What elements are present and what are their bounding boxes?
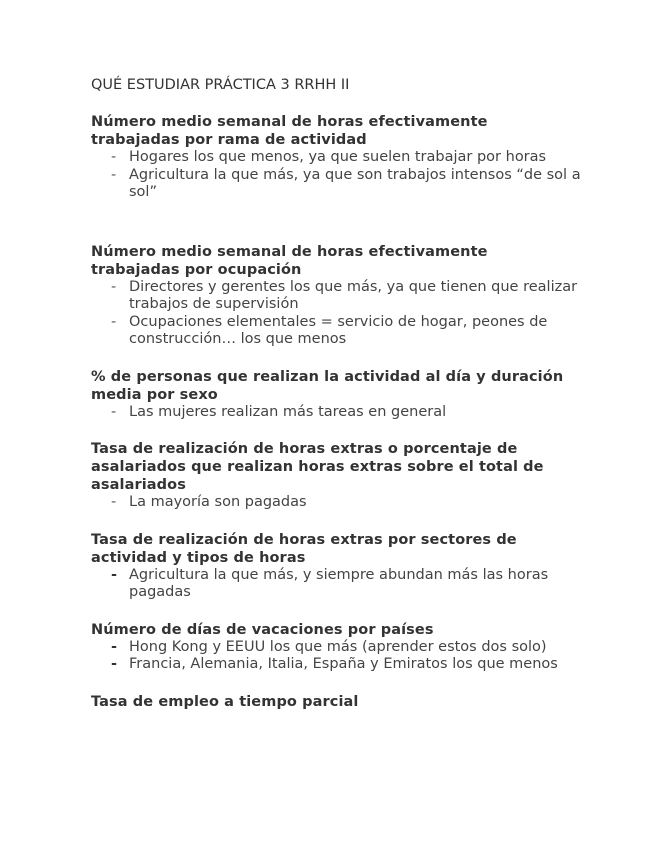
section-heading: Número medio semanal de horas efectivamente trabajadas por rama de actividad — [91, 114, 488, 148]
list-item — [91, 167, 581, 202]
list-item — [91, 656, 581, 674]
list-item-text: Las mujeres realizan más tareas en general — [129, 403, 447, 420]
spacer — [91, 602, 581, 621]
section-horas-rama-actividad — [91, 113, 581, 202]
list-item-text: Hong Kong y EEUU los que más (aprender estos dos solo) — [129, 638, 547, 655]
list-item — [91, 279, 581, 314]
spacer — [91, 421, 581, 440]
list-item-text: Agricultura la que más, ya que son trabajos intensos “de sol a sol” — [129, 166, 581, 200]
section-empleo-tiempo-parcial — [91, 693, 581, 711]
list-item — [91, 494, 581, 512]
section-heading: Tasa de realización de horas extras o porcentaje de asalariados que realizan horas extras sobre el total de asalariados — [91, 441, 544, 493]
dash-bullet-icon: - — [111, 149, 117, 165]
list-item — [91, 567, 581, 602]
list-item-text: Agricultura la que más, y siempre abundan más las horas pagadas — [129, 566, 549, 600]
section-horas-extras-sectores — [91, 531, 581, 602]
list-item — [91, 404, 581, 422]
list-item-text: Francia, Alemania, Italia, España y Emiratos los que menos — [129, 656, 558, 672]
section-heading: Tasa de realización de horas extras por sectores de actividad y tipos de horas — [91, 531, 517, 566]
bullet-list — [91, 639, 581, 674]
section-vacaciones-paises — [91, 621, 581, 674]
bullet-list — [91, 149, 581, 202]
dash-bullet-icon: - — [111, 638, 118, 655]
document-page — [91, 76, 581, 711]
section-heading: Tasa de empleo a tiempo parcial — [91, 693, 359, 710]
spacer — [91, 349, 581, 368]
section-actividad-por-sexo — [91, 368, 581, 422]
list-item — [91, 149, 581, 167]
spacer — [91, 512, 581, 531]
dash-bullet-icon: - — [111, 166, 117, 183]
list-item-text: La mayoría son pagadas — [129, 494, 307, 510]
dash-bullet-icon: - — [111, 403, 117, 420]
dash-bullet-icon: - — [111, 656, 118, 672]
dash-bullet-icon: - — [111, 278, 117, 295]
section-heading: Número medio semanal de horas efectivamente trabajadas por ocupación — [91, 243, 488, 278]
spacer — [91, 202, 581, 243]
dash-bullet-icon: - — [111, 313, 117, 330]
list-item-text: Directores y gerentes los que más, ya que tienen que realizar trabajos de supervisión — [129, 278, 578, 312]
dash-bullet-icon: - — [111, 494, 117, 510]
document-title: QUÉ ESTUDIAR PRÁCTICA 3 RRHH II — [91, 77, 350, 93]
section-heading: Número de días de vacaciones por países — [91, 621, 434, 638]
section-tasa-horas-extras — [91, 440, 581, 512]
section-horas-ocupacion — [91, 243, 581, 349]
list-item-text: Hogares los que menos, ya que suelen trabajar por horas — [129, 149, 547, 165]
bullet-list — [91, 404, 581, 422]
list-item — [91, 639, 581, 657]
list-item-text: Ocupaciones elementales = servicio de hogar, peones de construcción… los que menos — [129, 313, 548, 347]
bullet-list — [91, 279, 581, 349]
bullet-list — [91, 567, 581, 602]
spacer — [91, 674, 581, 693]
section-heading: % de personas que realizan la actividad al día y duración media por sexo — [91, 368, 564, 403]
bullet-list — [91, 494, 581, 512]
dash-bullet-icon: - — [111, 566, 118, 583]
list-item — [91, 314, 581, 349]
